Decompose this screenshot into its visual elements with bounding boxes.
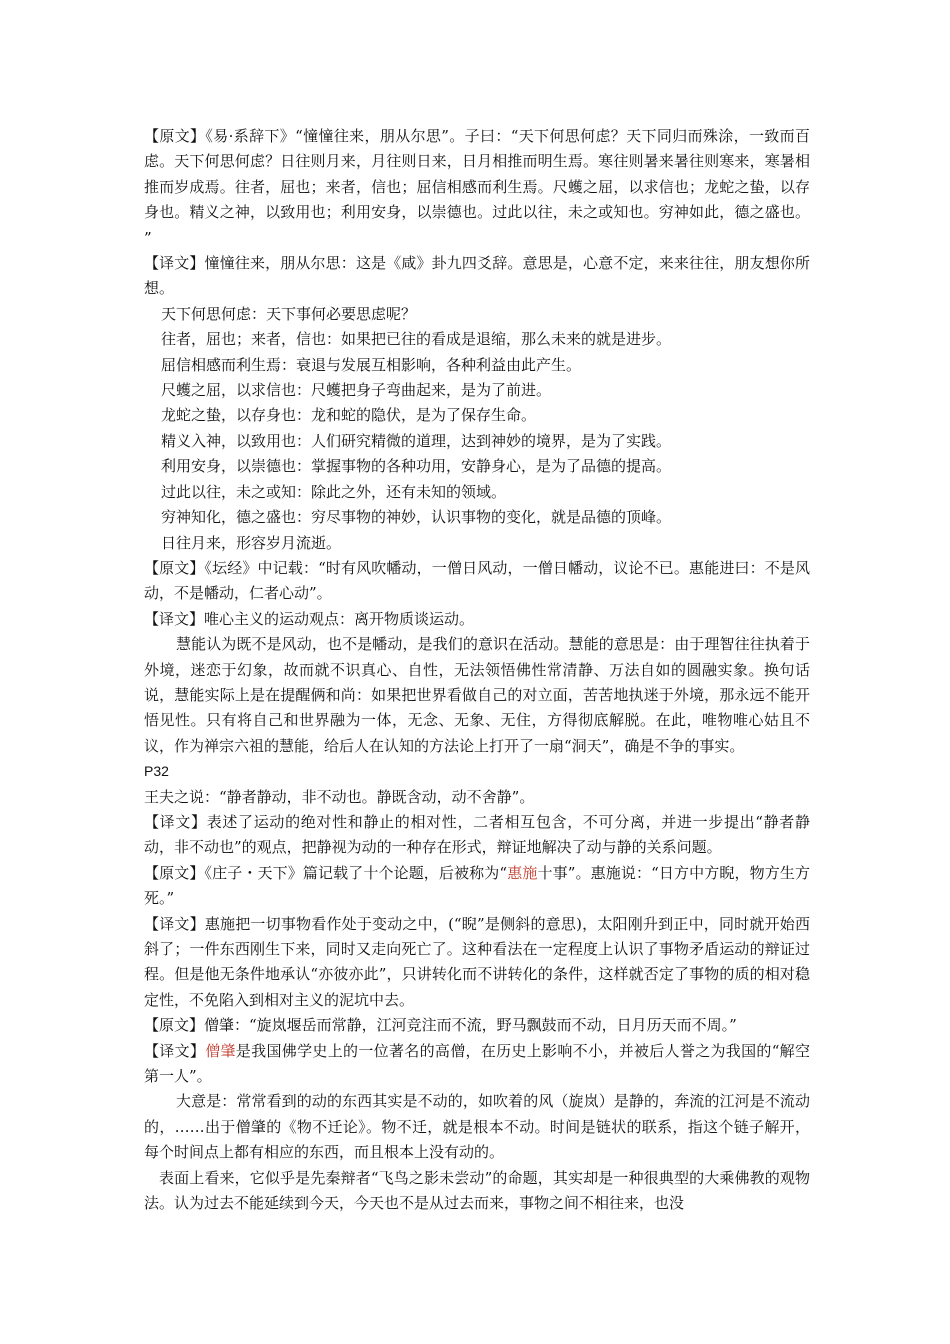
wang-fuzhi-translation: 【译文】表述了运动的绝对性和静止的相对性，二者相互包含，不可分离，并进一步提出“静者静动，非不动也”的观点，把静视为动的一种存在形式，辩证地解决了动与静的关系问题。 (144, 812, 810, 857)
wang-fuzhi-quote: 王夫之说：“静者静动，非不动也。静既含动，动不舍静”。 (144, 787, 535, 806)
yi-xici-original: 【原文】《易·系辞下》“憧憧往来，朋从尔思”。子曰：“天下何思何虑？天下同归而殊涂，一致而百虑。天下何思何虑？日往则月来，月往则日来，日月相推而明生焉。寒往则暑来暑往则寒来，寒暑相推而岁成焉。往者，屈也；来者，信也；屈信相感而利生焉。尺蠖之屈，以求信也；龙蛇之蛰，以存身也。精义之神，以致用也；利用安身，以崇德也。过此以往，未之或知也。穷神如此，德之盛也。 ” (144, 127, 810, 247)
gloss-line: 穷神知化，德之盛也：穷尽事物的神妙，认识事物的变化，就是品德的顶峰。 (161, 508, 672, 527)
sengzhao-translation: 【译文】僧肇是我国佛学史上的一位著名的高僧，在历史上影响不小，并被后人誉之为我国的“解空第一人”。 (144, 1041, 810, 1086)
gloss-line: 日往月来，形容岁月流逝。 (161, 533, 342, 552)
document-page (144, 124, 810, 1216)
gloss-line: 屈信相感而利生焉：衰退与发展互相影响，各种利益由此产生。 (161, 355, 582, 374)
gloss-line: 天下何思何虑：天下事何必要思虑呢？ (161, 304, 417, 323)
gloss-line: 精义入神，以致用也：人们研究精微的道理，达到神妙的境界，是为了实践。 (161, 431, 672, 450)
sengzhao-original: 【原文】僧肇：“旋岚堰岳而常静，江河竞注而不流，野马飘鼓而不动，日月历天而不周。” (144, 1016, 737, 1035)
yi-xici-translation: 【译文】憧憧往来，朋从尔思：这是《咸》卦九四爻辞。意思是，心意不定，来来往往，朋友想你所想。 (144, 254, 810, 298)
page-number-label: P32 (144, 763, 169, 780)
gloss-line: 尺蠖之屈，以求信也：尺蠖把身子弯曲起来，是为了前进。 (161, 381, 552, 400)
huishi-highlight: 惠施 (507, 863, 538, 882)
gloss-line: 利用安身，以崇德也：掌握事物的各种功用，安静身心，是为了品德的提高。 (161, 457, 672, 476)
sengzhao-highlight: 僧肇 (205, 1041, 236, 1060)
mahayana-paragraph: 表面上看来，它似乎是先秦辩者“飞鸟之影未尝动”的命题，其实却是一种很典型的大乘佛教的观物法。认为过去不能延续到今天，今天也不是从过去而来，事物之间不相往来，也没 (144, 1168, 810, 1213)
tanjing-translation: 【译文】唯心主义的运动观点：离开物质谈运动。 (144, 609, 475, 628)
huishi-translation: 【译文】惠施把一切事物看作处于变动之中，(“睨”是侧斜的意思)，太阳刚升到正中，同时就开始西斜了；一件东西刚生下来，同时又走向死亡了。这种看法在一定程度上认识了事物矛盾运动的辩证过程。但是他无条件地承认“亦彼亦此”，只讲转化而不讲转化的条件，这样就否定了事物的质的相对稳定性，不免陷入到相对主义的泥坑中去。 (144, 914, 810, 1009)
gloss-line: 过此以往，未之或知：除此之外，还有未知的领域。 (161, 482, 507, 501)
gloss-line: 往者，屈也；来者，信也：如果把已往的看成是退缩，那么未来的就是进步。 (161, 330, 672, 349)
sengzhao-meaning-paragraph: 大意是：常常看到的动的东西其实是不动的，如吹着的风（旋岚）是静的，奔流的江河是不流动的，……出于僧肇的《物不迁论》。物不迁，就是根本不动。时间是链状的联系，指这个链子解开，每个时间点上都有相应的东西，而且根本上没有动的。 (144, 1092, 810, 1162)
gloss-line: 龙蛇之蛰，以存身也：龙和蛇的隐伏，是为了保存生命。 (161, 406, 537, 425)
tanjing-original: 【原文】《坛经》中记载：“时有风吹幡动，一僧日风动，一僧日幡动，议论不已。惠能进曰：不是风动，不是幡动，仁者心动”。 (144, 558, 810, 603)
zhuangzi-original: 【原文】《庄子・天下》篇记载了十个论题，后被称为“惠施十事”。惠施说：“日方中方睨，物方生方死。” (144, 863, 810, 908)
huineng-paragraph: 慧能认为既不是风动，也不是幡动，是我们的意识在活动。慧能的意思是：由于理智往往执着于外境，迷恋于幻象，故而就不识真心、自性，无法领悟佛性常清静、万法自如的圆融实象。换句话说，慧能实际上是在提醒俩和尚：如果把世界看做自己的对立面，苦苦地执迷于外境，那永远不能开悟见性。只有将自己和世界融为一体，无念、无象、无住，方得彻底解脱。在此，唯物唯心姑且不议，作为禅宗六祖的慧能，给后人在认知的方法论上打开了一扇“洞天”，确是不争的事实。 (144, 635, 810, 755)
